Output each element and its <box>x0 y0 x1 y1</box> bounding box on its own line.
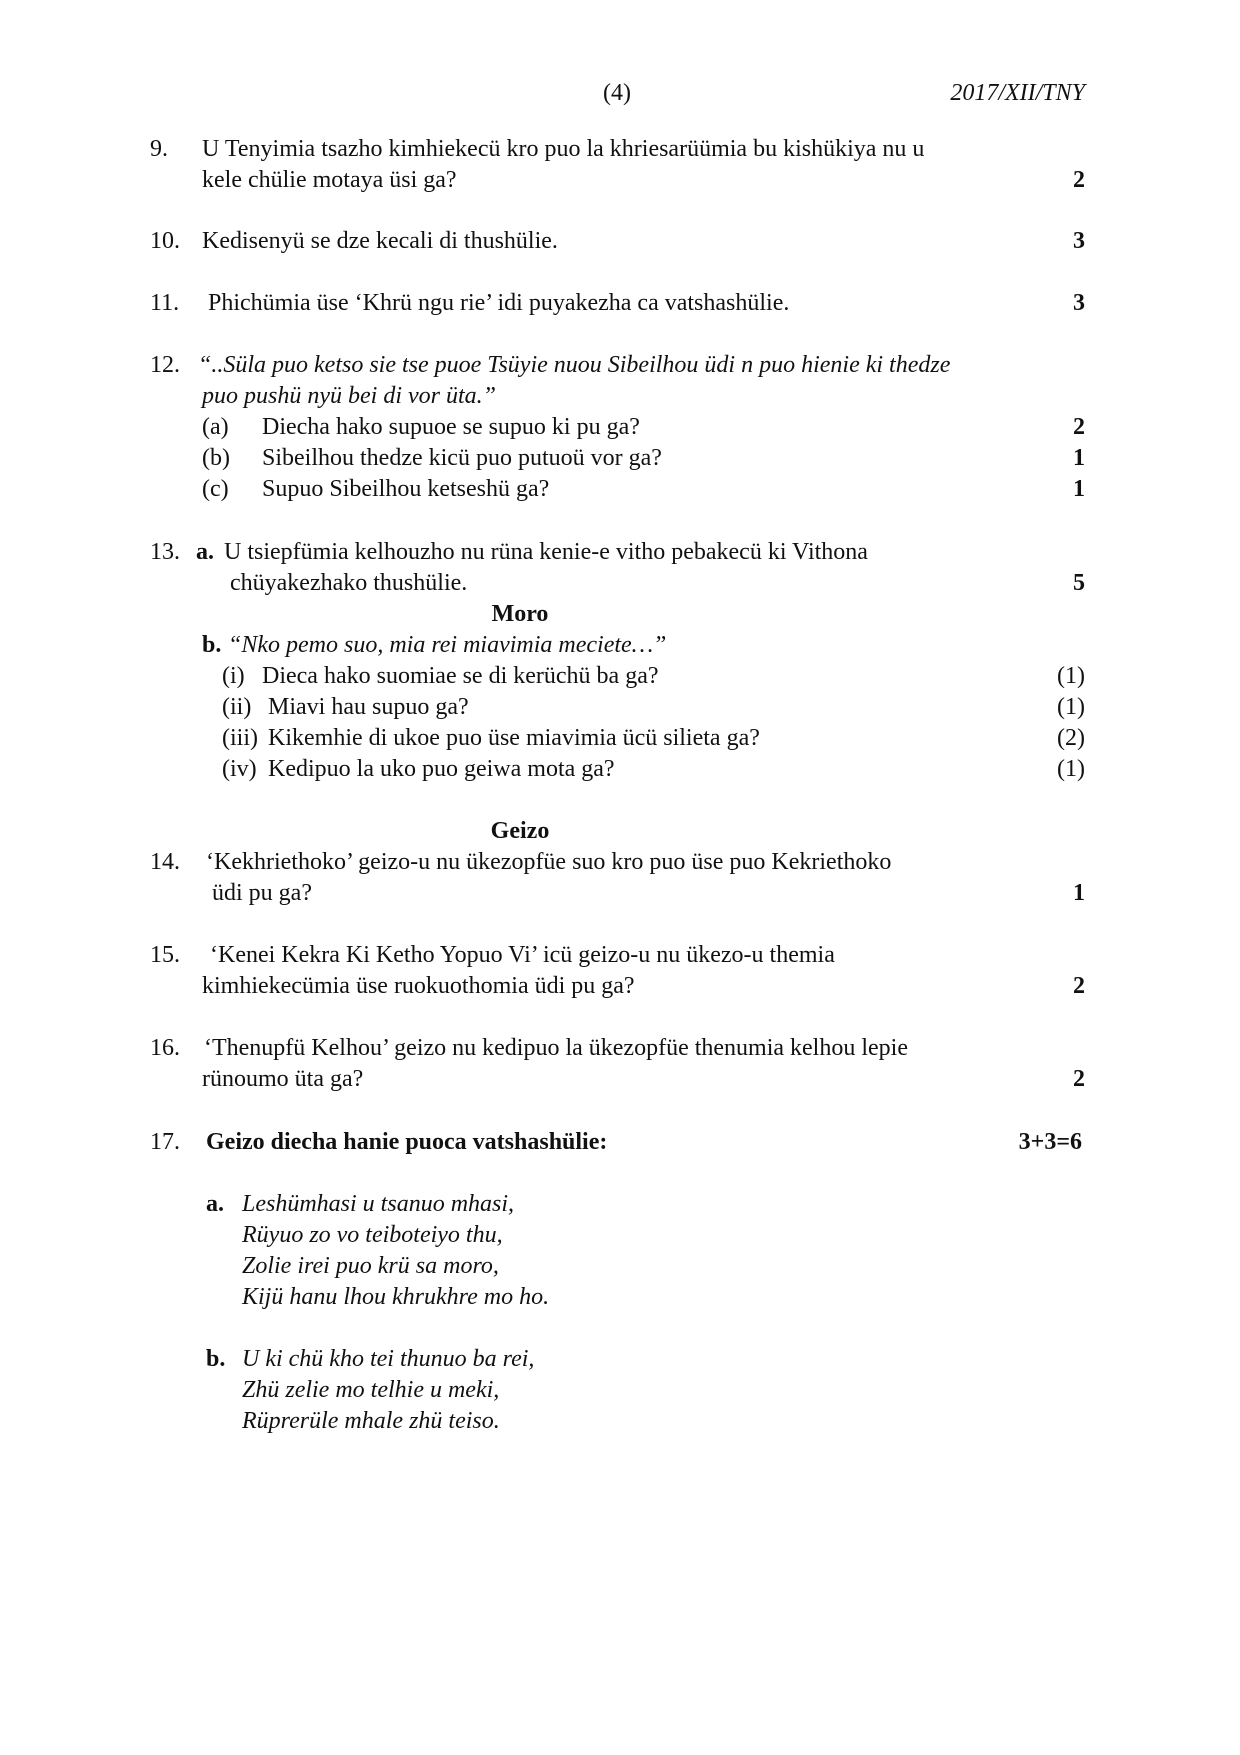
question-text: üdi pu ga? <box>212 880 312 906</box>
question-number: 9. <box>150 136 168 162</box>
marks: 1 <box>1073 476 1085 502</box>
question-quote: “..Süla puo ketso sie tse puoe Tsüyie nuou Sibeilhou üdi n puo hienie ki thedze <box>198 352 951 378</box>
part-label: b. <box>206 1346 226 1372</box>
question-text: kimhiekecümia üse ruokuothomia üdi pu ga? <box>202 973 635 999</box>
marks: 1 <box>1073 445 1085 471</box>
part-label: b. <box>202 632 222 658</box>
marks: 5 <box>1073 570 1085 596</box>
sub-text: Supuo Sibeilhou ketseshü ga? <box>262 476 550 502</box>
poem-line: Rüprerüle mhale zhü teiso. <box>242 1408 500 1434</box>
question-number: 17. <box>150 1129 180 1155</box>
marks: 1 <box>1073 880 1085 906</box>
question-text: ‘Thenupfü Kelhou’ geizo nu kedipuo la ükezopfüe thenumia kelhou lepie <box>204 1035 908 1061</box>
question-text: ‘Kenei Kekra Ki Ketho Yopuo Vi’ icü geizo-u nu ükezo-u themia <box>210 942 835 968</box>
page-number: (4) <box>603 80 631 106</box>
paper-code: 2017/XII/TNY <box>950 80 1085 106</box>
question-text: rünoumo üta ga? <box>202 1066 364 1092</box>
part-label: a. <box>196 539 214 565</box>
question-number: 16. <box>150 1035 180 1061</box>
sub-label: (b) <box>202 445 230 471</box>
poem-line: Rüyuo zo vo teiboteiyo thu, <box>242 1222 503 1248</box>
sub-text: Miavi hau supuo ga? <box>268 694 469 720</box>
question-text: chüyakezhako thushülie. <box>230 570 468 596</box>
question-text: ‘Kekhriethoko’ geizo-u nu ükezopfüe suo kro puo üse puo Kekriethoko <box>206 849 892 875</box>
question-number: 10. <box>150 228 180 254</box>
question-title: Geizo diecha hanie puoca vatshashülie: <box>206 1129 608 1155</box>
marks: (1) <box>1057 694 1085 720</box>
marks: 2 <box>1073 414 1085 440</box>
question-number: 12. <box>150 352 180 378</box>
section-heading-text: Moro <box>491 601 549 627</box>
sub-text: Dieca hako suomiae se di kerüchü ba ga? <box>262 663 659 689</box>
sub-text: Diecha hako supuoe se supuo ki pu ga? <box>262 414 640 440</box>
sub-label: (iii) <box>222 725 258 751</box>
sub-label: (iv) <box>222 756 257 782</box>
question-text: U tsiepfümia kelhouzho nu rüna kenie-e vitho pebakecü ki Vithona <box>224 539 868 565</box>
poem-line: Zhü zelie mo telhie u meki, <box>242 1377 500 1403</box>
question-number: 11. <box>150 290 180 316</box>
question-number: 14. <box>150 849 180 875</box>
question-number: 13. <box>150 539 180 565</box>
sub-label: (i) <box>222 663 245 689</box>
sub-label: (c) <box>202 476 229 502</box>
sub-text: Kedipuo la uko puo geiwa mota ga? <box>268 756 615 782</box>
marks: 3 <box>1073 290 1085 316</box>
poem-line: Kijü hanu lhou khrukhre mo ho. <box>242 1284 550 1310</box>
marks: 2 <box>1073 167 1085 193</box>
marks: 3 <box>1073 228 1085 254</box>
sub-label: (ii) <box>222 694 252 720</box>
section-heading-text: Geizo <box>490 818 550 844</box>
marks: (1) <box>1057 756 1085 782</box>
marks: 3+3=6 <box>1018 1129 1082 1155</box>
question-text: U Tenyimia tsazho kimhiekecü kro puo la khriesarüümia bu kishükiya nu u <box>202 136 925 162</box>
question-text: Kedisenyü se dze kecali di thushülie. <box>202 228 558 254</box>
marks: 2 <box>1073 973 1085 999</box>
question-number: 15. <box>150 942 180 968</box>
marks: (2) <box>1057 725 1085 751</box>
question-quote: “Nko pemo suo, mia rei miavimia meciete…” <box>228 632 667 658</box>
poem-line: Leshümhasi u tsanuo mhasi, <box>242 1191 515 1217</box>
question-text: Phichümia üse ‘Khrü ngu rie’ idi puyakezha ca vatshashülie. <box>208 290 790 316</box>
sub-text: Kikemhie di ukoe puo üse miavimia ücü silieta ga? <box>268 725 760 751</box>
part-label: a. <box>206 1191 224 1217</box>
marks: 2 <box>1073 1066 1085 1092</box>
question-text: kele chülie motaya üsi ga? <box>202 167 457 193</box>
sub-text: Sibeilhou thedze kicü puo putuoü vor ga? <box>262 445 662 471</box>
marks: (1) <box>1057 663 1085 689</box>
question-quote: puo pushü nyü bei di vor üta.” <box>202 383 496 409</box>
sub-label: (a) <box>202 414 229 440</box>
poem-line: U ki chü kho tei thunuo ba rei, <box>242 1346 535 1372</box>
poem-line: Zolie irei puo krü sa moro, <box>242 1253 499 1279</box>
